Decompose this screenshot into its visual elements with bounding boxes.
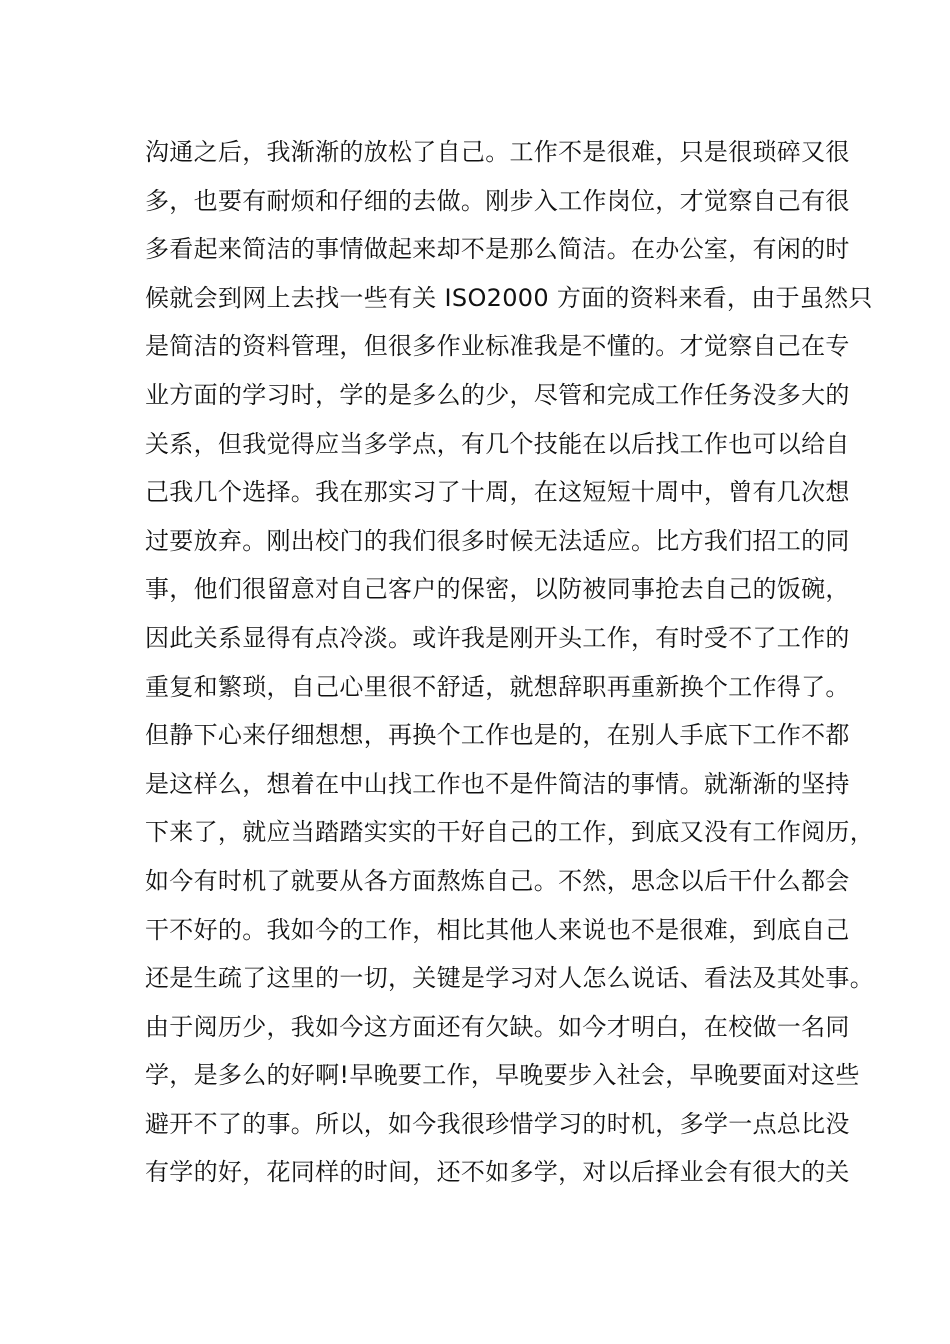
text-line: 己我几个选择。我在那实习了十周，在这短短十周中，曾有几次想 bbox=[145, 478, 850, 507]
text-line: 避开不了的事。所以，如今我很珍惜学习的时机，多学一点总比没 bbox=[145, 1109, 850, 1138]
text-line: 过要放弃。刚出校门的我们很多时候无法适应。比方我们招工的同 bbox=[145, 526, 850, 555]
text-line: 候就会到网上去找一些有关 ISO2000 方面的资料来看，由于虽然只 bbox=[145, 283, 873, 312]
body-paragraph bbox=[145, 128, 874, 1197]
text-line: 是这样么，想着在中山找工作也不是件简洁的事情。就渐渐的坚持 bbox=[145, 769, 850, 798]
text-line: 业方面的学习时，学的是多么的少，尽管和完成工作任务没多大的 bbox=[145, 380, 850, 409]
text-line: 重复和繁琐，自己心里很不舒适，就想辞职再重新换个工作得了。 bbox=[145, 672, 850, 701]
text-line: 多看起来简洁的事情做起来却不是那么简洁。在办公室，有闲的时 bbox=[145, 235, 850, 264]
text-line: 是简洁的资料管理，但很多作业标准我是不懂的。才觉察自己在专 bbox=[145, 332, 850, 361]
text-line: 干不好的。我如今的工作，相比其他人来说也不是很难，到底自己 bbox=[145, 915, 850, 944]
text-line: 还是生疏了这里的一切，关键是学习对人怎么说话、看法及其处事。 bbox=[145, 964, 874, 993]
text-line: 有学的好，花同样的时间，还不如多学，对以后择业会有很大的关 bbox=[145, 1158, 850, 1187]
text-line: 如今有时机了就要从各方面熬炼自己。不然，思念以后干什么都会 bbox=[145, 866, 850, 895]
text-line: 由于阅历少，我如今这方面还有欠缺。如今才明白，在校做一名同 bbox=[145, 1012, 850, 1041]
text-line: 下来了，就应当踏踏实实的干好自己的工作，到底又没有工作阅历， bbox=[145, 818, 874, 847]
text-line: 关系，但我觉得应当多学点，有几个技能在以后找工作也可以给自 bbox=[145, 429, 850, 458]
text-line: 多，也要有耐烦和仔细的去做。刚步入工作岗位，才觉察自己有很 bbox=[145, 186, 850, 215]
text-line: 但静下心来仔细想想，再换个工作也是的，在别人手底下工作不都 bbox=[145, 721, 850, 750]
text-line: 学，是多么的好啊!早晚要工作，早晚要步入社会，早晚要面对这些 bbox=[145, 1061, 860, 1090]
text-line: 因此关系显得有点冷淡。或许我是刚开头工作，有时受不了工作的 bbox=[145, 623, 850, 652]
text-line: 沟通之后，我渐渐的放松了自己。工作不是很难，只是很琐碎又很 bbox=[145, 138, 850, 166]
text-line: 事，他们很留意对自己客户的保密，以防被同事抢去自己的饭碗， bbox=[145, 575, 850, 604]
